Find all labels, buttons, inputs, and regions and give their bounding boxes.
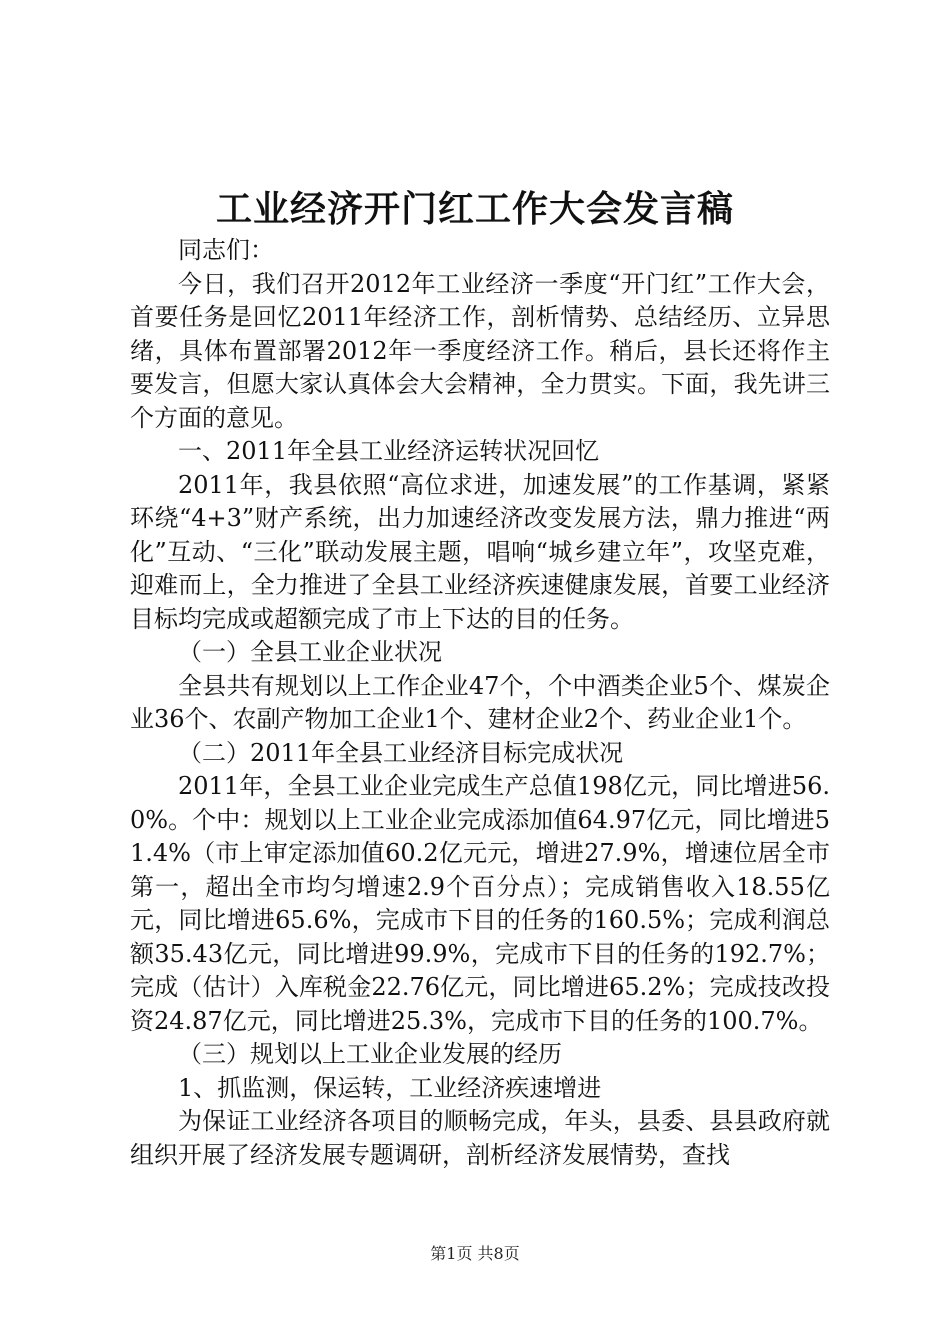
salutation: 同志们： xyxy=(178,236,274,264)
paragraph-enterprises: 全县共有规划以上工作企业47个，个中酒类企业5个、煤炭企业36个、农副产物加工企业1个、建材企业2个、药业企业1个。 xyxy=(130,671,830,733)
section-heading-1: 一、2011年全县工业经济运转状况回忆 xyxy=(178,437,600,465)
subsection-heading-2: （二）2011年全县工业经济目标完成状况 xyxy=(178,738,624,767)
subsection-heading-1: （一）全县工业企业状况 xyxy=(178,638,442,666)
paragraph-targets: 2011年，全县工业企业完成生产总值198亿元，同比增进56.0%。个中：规划以上工业企业完成添加值64.97亿元，同比增进51.4%（市上审定添加值60.2亿元元，增进27.9%，增速位居全市第一，超出全市均匀增速2.9个百分点）；完成销售收入18.55亿元，同比增进65.6%，完成市下目的任务的160.5%；完成利润总额35.43亿元，同比增进99.9%，完成市下目的任务的192.7%；完成（估计）入库税金22.76亿元，同比增进65.2%；完成技改投资24.87亿元，同比增进25.3%，完成市下目的任务的100.7%。 xyxy=(130,772,830,1035)
paragraph-overview: 2011年，我县依照“高位求进，加速发展”的工作基调，紧紧环绕“4+3”财产系统，出力加速经济改变发展方法，鼎力推进“两化”互动、“三化”联动发展主题，唱响“城乡建立年”，攻坚克难，迎难而上，全力推进了全县工业经济疾速健康发展，首要工业经济目标均完成或超额完成了市上下达的目的任务。 xyxy=(130,470,830,633)
subsection-heading-3: （三）规划以上工业企业发展的经历 xyxy=(178,1040,562,1068)
document-body xyxy=(130,234,830,1172)
item-heading-1: 1、抓监测，保运转，工业经济疾速增进 xyxy=(178,1073,602,1102)
paragraph-monitoring: 为保证工业经济各项目的顺畅完成，年头，县委、县县政府就组织开展了经济发展专题调研，剖析经济发展情势，查找 xyxy=(130,1107,830,1169)
paragraph-intro: 今日，我们召开2012年工业经济一季度“开门红”工作大会，首要任务是回忆2011年经济工作，剖析情势、总结经历、立异思绪，具体布置部署2012年一季度经济工作。稍后，县长还将作主要发言，但愿大家认真体会大会精神，全力贯实。下面，我先讲三个方面的意见。 xyxy=(130,269,830,432)
page-number: 第1页 共8页 xyxy=(430,1244,520,1263)
document-title: 工业经济开门红工作大会发言稿 xyxy=(215,188,734,230)
